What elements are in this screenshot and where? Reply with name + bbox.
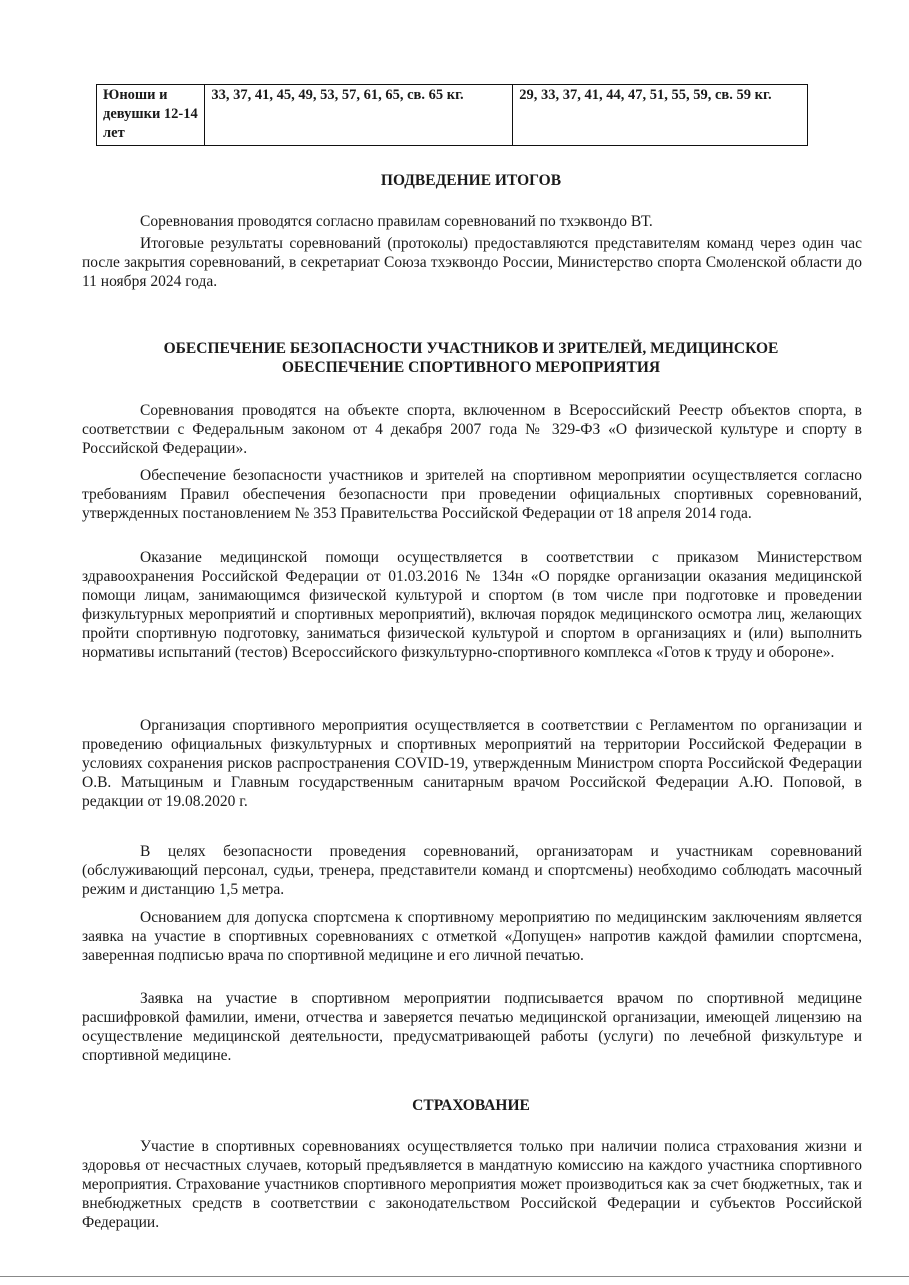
- category-text: Юноши и девушки 12-14 лет: [103, 87, 198, 141]
- safety-paragraph-7: Заявка на участие в спортивном мероприятии подписывается врачом по спортивной медицине расшифровкой фамилии, имени, отчества и заверяется печатью медицинской организации, имеющей лицензию на осуществление медицинской деятельности, предусматривающей работы (услуги) по лечебной физкультуре и спортивной медицине.: [82, 990, 862, 1064]
- results-paragraph-2: Итоговые результаты соревнований (протоколы) предоставляются представителям команд через один час после закрытия соревнований, в секретариат Союза тхэквондо России, Министерство спорта Смоленской области до 11 ноября 2024 года.: [82, 235, 862, 290]
- page-bottom-edge: [0, 1276, 909, 1277]
- safety-paragraph-2: Обеспечение безопасности участников и зрителей на спортивном мероприятии осуществляется согласно требованиям Правил обеспечения безопасности при проведении официальных спортивных соревнований, утвержденных постановлением № 353 Правительства Российской Федерации от 18 апреля 2014 года.: [82, 467, 862, 522]
- results-paragraph-1: Соревнования проводятся согласно правилам соревнований по тхэквондо ВТ.: [140, 213, 653, 230]
- insurance-heading: СТРАХОВАНИЕ: [412, 1097, 530, 1114]
- girls-weights-text: 29, 33, 37, 41, 44, 47, 51, 55, 59, св. 59 кг.: [519, 87, 772, 103]
- safety-heading-line-2: ОБЕСПЕЧЕНИЕ СПОРТИВНОГО МЕРОПРИЯТИЯ: [281, 359, 661, 376]
- results-heading: ПОДВЕДЕНИЕ ИТОГОВ: [380, 172, 562, 189]
- boys-weights-text: 33, 37, 41, 45, 49, 53, 57, 61, 65, св. 65 кг.: [211, 87, 464, 103]
- boys-weights-cell: [205, 85, 513, 146]
- safety-paragraph-6: Основанием для допуска спортсмена к спортивному мероприятию по медицинским заключениям является заявка на участие в спортивных соревнованиях с отметкой «Допущен» напротив каждой фамилии спортсмена, заверенная подписью врача по спортивной медицине и его личной печатью.: [82, 909, 862, 964]
- category-cell: [97, 85, 205, 146]
- girls-weights-cell: [513, 85, 808, 146]
- insurance-paragraph-1: Участие в спортивных соревнованиях осуществляется только при наличии полиса страхования жизни и здоровья от несчастных случаев, который предъявляется в мандатную комиссию на каждого участника спортивного мероприятия. Страхование участников спортивного мероприятия может производиться как за счет бюджетных, так и внебюджетных средств в соответствии с законодательством Российской Федерации и субъектов Российской Федерации.: [82, 1138, 862, 1231]
- weight-category-table: [96, 84, 808, 146]
- safety-heading-line-1: ОБЕСПЕЧЕНИЕ БЕЗОПАСНОСТИ УЧАСТНИКОВ И ЗРИТЕЛЕЙ, МЕДИЦИНСКОЕ: [163, 340, 779, 357]
- table-row: [97, 85, 808, 146]
- safety-paragraph-5: В целях безопасности проведения соревнований, организаторам и участникам соревнований (обслуживающий персонал, судьи, тренера, представители команд и спортсмены) необходимо соблюдать масочный режим и дистанцию 1,5 метра.: [82, 843, 862, 898]
- safety-paragraph-1: Соревнования проводятся на объекте спорта, включенном в Всероссийский Реестр объектов спорта, в соответствии с Федеральным законом от 4 декабря 2007 года № 329-ФЗ «О физической культуре и спорту в Российской Федерации».: [82, 402, 862, 457]
- safety-paragraph-3: Оказание медицинской помощи осуществляется в соответствии с приказом Министерством здравоохранения Российской Федерации от 01.03.2016 № 134н «О порядке организации оказания медицинской помощи лицам, занимающимся физической культурой и спортом (в том числе при подготовке и проведении физкультурных мероприятий и спортивных мероприятий), включая порядок медицинского осмотра лиц, желающих пройти спортивную подготовку, заниматься физической культурой и спортом в организациях и (или) выполнить нормативы испытаний (тестов) Всероссийского физкультурно-спортивного комплекса «Готов к труду и обороне».: [82, 549, 862, 661]
- safety-paragraph-4: Организация спортивного мероприятия осуществляется в соответствии с Регламентом по организации и проведению официальных физкультурных и спортивных мероприятий на территории Российской Федерации в условиях сохранения рисков распространения COVID-19, утвержденным Министром спорта Российской Федерации О.В. Матыциным и Главным государственным санитарным врачом Российской Федерации А.Ю. Поповой, в редакции от 19.08.2020 г.: [82, 717, 862, 810]
